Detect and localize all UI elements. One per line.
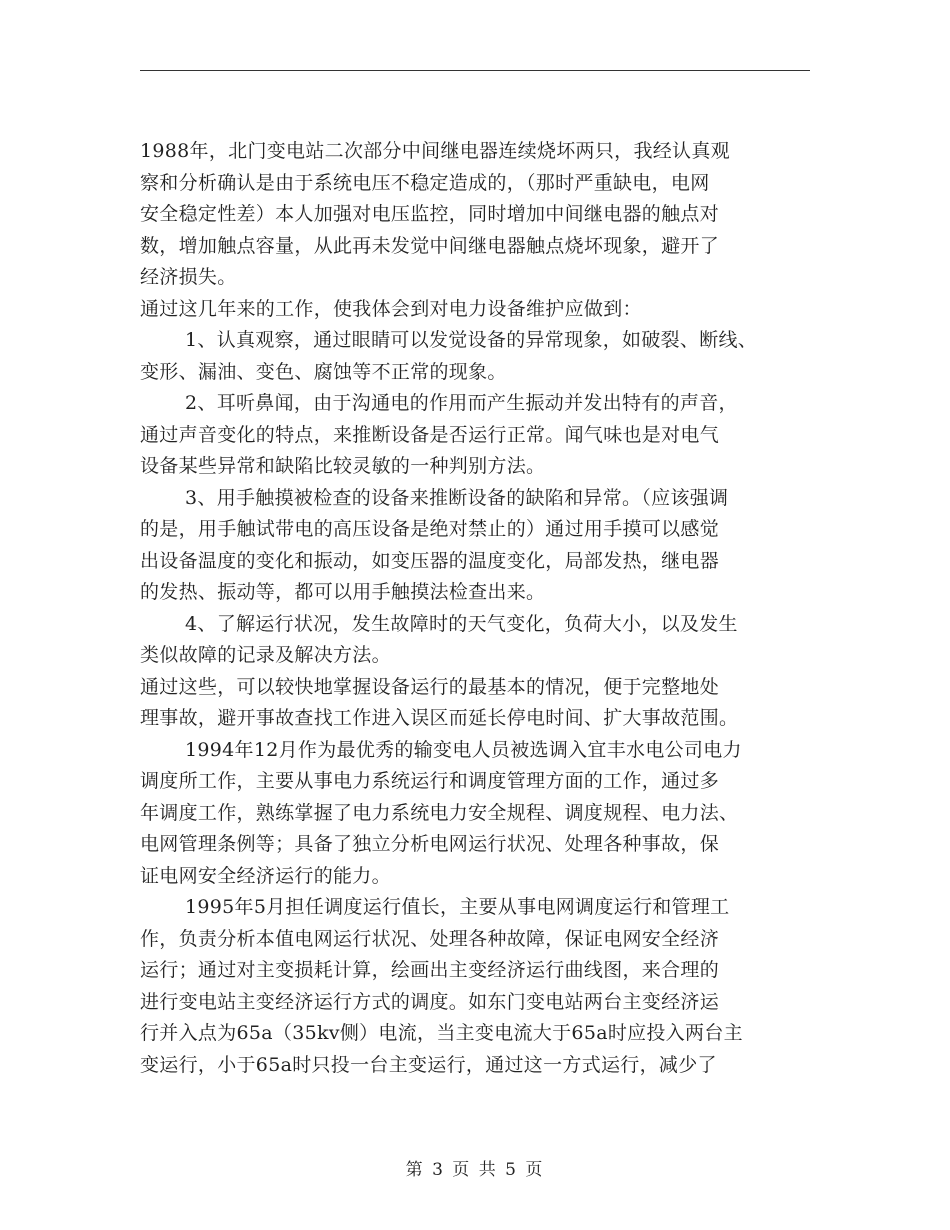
text-line: 证电网安全经济运行的能力。 xyxy=(140,864,391,887)
text-line: 通过声音变化的特点，来推断设备是否运行正常。闻气味也是对电气 xyxy=(140,423,720,446)
text-line: 变运行，小于65a时只投一台主变运行，通过这一方式运行，减少了 xyxy=(140,1053,717,1076)
text-line: 电网管理条例等；具备了独立分析电网运行状况、处理各种事故，保 xyxy=(140,833,720,855)
text-line: 运行；通过对主变损耗计算，绘画出主变经济运行曲线图，来合理的 xyxy=(140,959,720,981)
page-footer: 第 3 页 共 5 页 xyxy=(405,1160,545,1180)
header-rule xyxy=(140,70,810,71)
text-line: 年调度工作，熟练掌握了电力系统电力安全规程、调度规程、电力法、 xyxy=(140,801,739,824)
text-line: 安全稳定性差）本人加强对电压监控，同时增加中间继电器的触点对 xyxy=(140,203,720,225)
text-line: 通过这些，可以较快地掌握设备运行的最基本的情况，便于完整地处 xyxy=(140,675,720,698)
text-line: 设备某些异常和缺陷比较灵敏的一种判别方法。 xyxy=(140,455,546,477)
text-line: 出设备温度的变化和振动，如变压器的温度变化，局部发热，继电器 xyxy=(140,549,720,572)
text-line: 的发热、振动等，都可以用手触摸法检查出来。 xyxy=(140,581,546,603)
text-line: 作，负责分析本值电网运行状况、处理各种故障，保证电网安全经济 xyxy=(140,927,720,950)
text-line: 1、认真观察，通过眼睛可以发觉设备的异常现象，如破裂、断线、 xyxy=(185,329,758,351)
text-line: 4、了解运行状况，发生故障时的天气变化，负荷大小，以及发生 xyxy=(185,612,738,635)
text-line: 察和分析确认是由于系统电压不稳定造成的，（那时严重缺电，电网 xyxy=(140,171,710,194)
text-line: 通过这几年来的工作，使我体会到对电力设备维护应做到： xyxy=(140,297,642,320)
text-line: 1988年，北门变电站二次部分中间继电器连续烧坏两只，我经认真观 xyxy=(140,140,730,162)
text-line: 1994年12月作为最优秀的输变电人员被选调入宜丰水电公司电力 xyxy=(185,738,742,761)
text-line: 类似故障的记录及解决方法。 xyxy=(140,644,391,666)
text-line: 1995年5月担任调度运行值长，主要从事电网调度运行和管理工 xyxy=(185,896,730,918)
text-line: 2、耳听鼻闻，由于沟通电的作用而产生振动并发出特有的声音， xyxy=(185,392,738,414)
text-line: 数，增加触点容量，从此再未发觉中间继电器触点烧坏现象，避开了 xyxy=(140,234,720,257)
text-line: 变形、漏油、变色、腐蚀等不正常的现象。 xyxy=(140,360,507,383)
text-line: 行并入点为65a（35kv侧）电流，当主变电流大于65a时应投入两台主 xyxy=(140,1022,743,1044)
text-line: 进行变电站主变经济运行方式的调度。如东门变电站两台主变经济运 xyxy=(140,990,720,1013)
text-line: 的是，用手触试带电的高压设备是绝对禁止的）通过用手摸可以感觉 xyxy=(140,518,720,540)
text-line: 调度所工作，主要从事电力系统运行和调度管理方面的工作，通过多 xyxy=(140,770,720,792)
text-line: 3、用手触摸被检查的设备来推断设备的缺陷和异常。（应该强调 xyxy=(185,486,729,509)
text-line: 理事故，避开事故查找工作进入误区而延长停电时间、扩大事故范围。 xyxy=(140,707,739,729)
document-body xyxy=(140,136,840,1081)
text-line: 经济损失。 xyxy=(140,266,237,288)
